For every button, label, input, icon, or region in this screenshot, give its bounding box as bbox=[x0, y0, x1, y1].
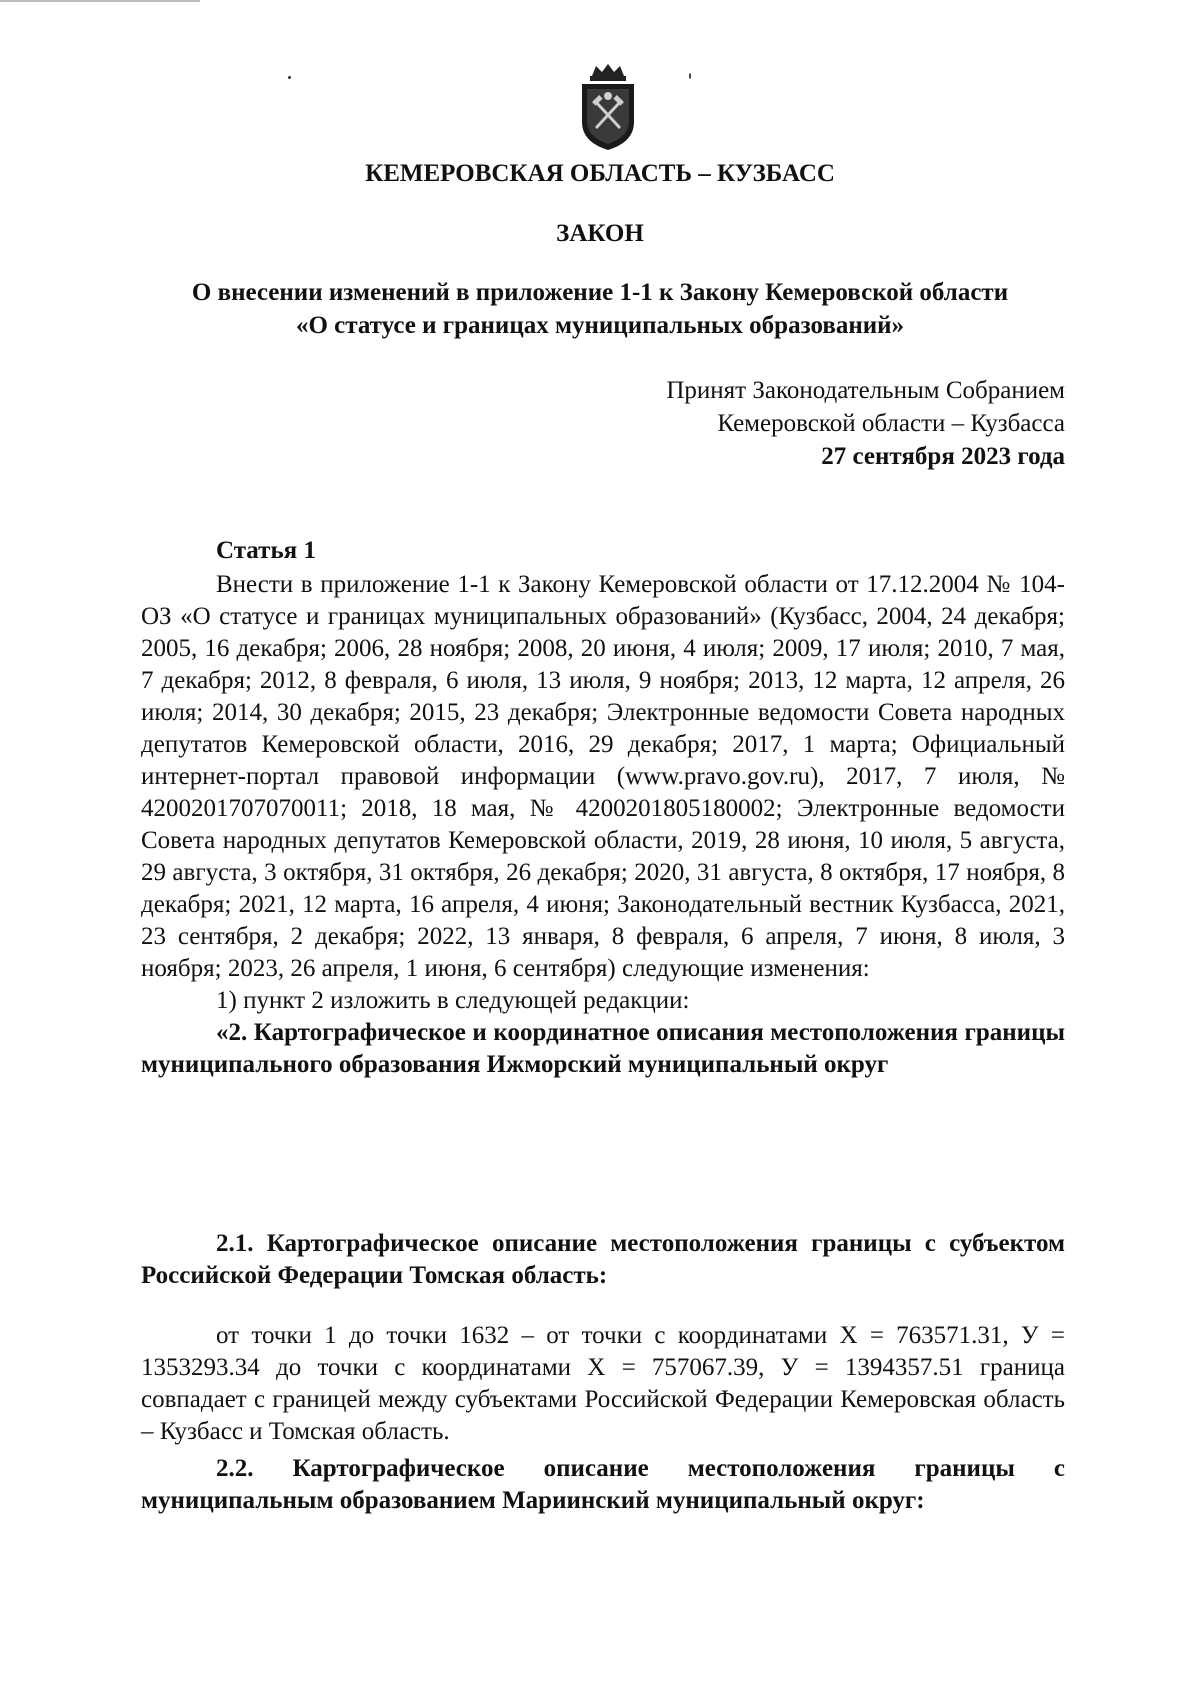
section-2-2 bbox=[141, 1453, 1065, 1517]
document-type-heading: ЗАКОН bbox=[556, 220, 644, 247]
scan-edge-line bbox=[0, 0, 200, 2]
section-2-1 bbox=[141, 1228, 1065, 1292]
scan-speck bbox=[288, 76, 291, 79]
coat-of-arms-emblem bbox=[572, 62, 644, 152]
quoted-section-heading: «2. Картографическое и координатное описания местоположения границы муниципального образования Ижморский муниципальный округ bbox=[141, 1019, 1065, 1078]
region-heading: КЕМЕРОВСКАЯ ОБЛАСТЬ – КУЗБАСС bbox=[365, 160, 835, 187]
scan-speck bbox=[689, 73, 691, 79]
law-title-line-1: О внесении изменений в приложение 1-1 к Закону Кемеровской области bbox=[191, 279, 1009, 306]
adoption-line-1: Принят Законодательным Собранием bbox=[666, 377, 1065, 404]
article-intro-paragraph: Внести в приложение 1-1 к Закону Кемеровской области от 17.12.2004 № 104-ОЗ «О статусе и границах муниципальных образований» (Кузбасс, 2004, 24 декабря; 2005, 16 декабря; 2006, 28 ноября; 2008, 20 июня, 4 июля; 2009, 17 июля; 2010, 7 мая, 7 декабря; 2012, 8 февраля, 6 июля, 13 июля, 9 ноября; 2013, 12 марта, 12 апреля, 26 июля; 2014, 30 декабря; 2015, 23 декабря; Электронные ведомости Совета народных депутатов Кемеровской области, 2016, 29 декабря; 2017, 1 марта; Официальный интернет-портал правовой информации (www.pravo.gov.ru), 2017, 7 июля, № 4200201707070011; 2018, 18 мая, № 4200201805180002; Электронные ведомости Совета народных депутатов Кемеровской области, 2019, 28 июня, 10 июля, 5 августа, 29 августа, 3 октября, 31 октября, 26 декабря; 2020, 31 августа, 8 октября, 17 ноября, 8 декабря; 2021, 12 марта, 16 апреля, 4 июня; Законодательный вестник Кузбасса, 2021, 23 сентября, 2 декабря; 2022, 13 января, 8 февраля, 6 апреля, 7 июня, 8 июля, 3 ноября; 2023, 26 апреля, 1 июня, 6 сентября) следующие изменения: bbox=[141, 571, 1065, 982]
article-body bbox=[141, 569, 1065, 1081]
amendment-item-1: 1) пункт 2 изложить в следующей редакции: bbox=[216, 987, 690, 1014]
adoption-block bbox=[666, 374, 1065, 473]
adoption-line-2: Кемеровской области – Кузбасса bbox=[717, 410, 1065, 437]
section-2-1-heading: 2.1. Картографическое описание местоположения границы с субъектом Российской Федерации Томская область: bbox=[141, 1230, 1065, 1289]
section-2-1-description bbox=[141, 1320, 1065, 1448]
law-title-line-2: «О статусе и границах муниципальных образований» bbox=[295, 312, 905, 339]
law-title bbox=[0, 276, 1200, 342]
adoption-date: 27 сентября 2023 года bbox=[821, 443, 1065, 470]
section-2-1-text: от точки 1 до точки 1632 – от точки с координатами Х = 763571.31, У = 1353293.34 до точки с координатами Х = 757067.39, У = 1394357.51 граница совпадает с границей между субъектами Российской Федерации Кемеровская область – Кузбасс и Томская область. bbox=[141, 1322, 1065, 1445]
article-title: Статья 1 bbox=[216, 537, 316, 564]
section-2-2-heading: 2.2. Картографическое описание местоположения границы с муниципальным образованием Мариинский муниципальный округ: bbox=[141, 1455, 1065, 1514]
